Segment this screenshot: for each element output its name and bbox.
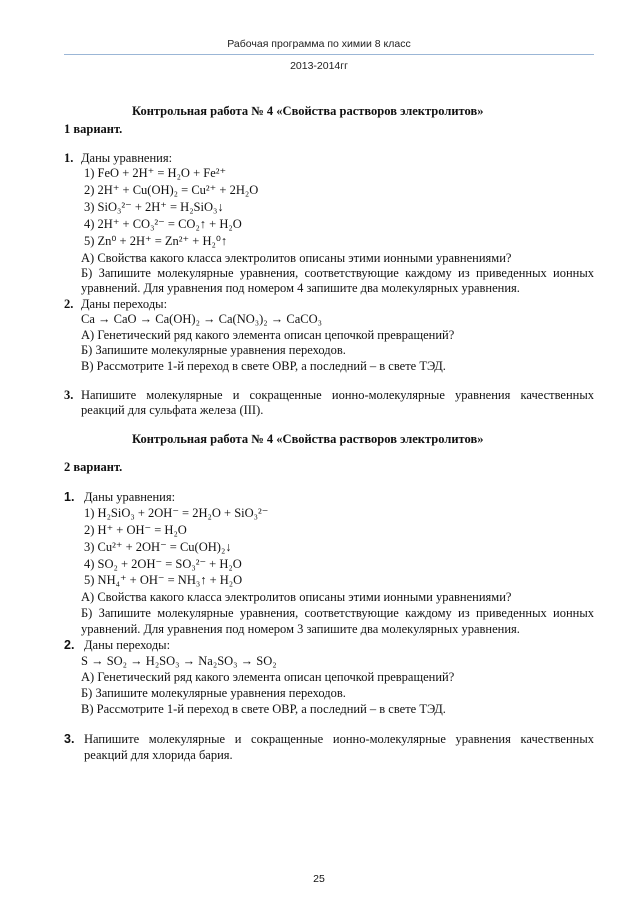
v2-heading: Контрольная работа № 4 «Свойства растворов электролитов» — [132, 432, 484, 446]
header-title: Рабочая программа по химии 8 класс — [227, 38, 411, 50]
v2-q1-task-a: А) Свойства какого класса электролитов описаны этими ионными уравнениями? — [81, 590, 512, 604]
v2-q1-intro: Даны уравнения: — [84, 490, 176, 504]
v1-q1-task-a: А) Свойства какого класса электролитов описаны этими ионными уравнениями? — [81, 251, 512, 265]
v1-q2-chain: Ca → CaO → Ca(OH)₂ → Ca(NO₃)₂ → CaCO₃ — [81, 312, 323, 326]
v1-q1-eq2: 2) 2H⁺ + Cu(OH)₂ = Cu²⁺ + 2H₂O — [84, 183, 259, 197]
v1-q2-task-c: В) Рассмотрите 1-й переход в свете ОВР, а последний – в свете ТЭД. — [81, 359, 446, 373]
v1-q3-line1: Напишите молекулярные и сокращенные ионно-молекулярные уравнения качественных — [81, 388, 594, 402]
page-number: 25 — [313, 873, 325, 885]
v1-q1-task-b-line2: уравнений. Для уравнения под номером 4 запишите два молекулярных уравнения. — [81, 281, 520, 295]
v2-q1-eq5: 5) NH₄⁺ + OH⁻ = NH₃↑ + H₂O — [84, 573, 243, 587]
v2-q1-eq4: 4) SO₂ + 2OH⁻ = SO₃²⁻ + H₂O — [84, 557, 242, 571]
v1-q1-task-b-line1: Б) Запишите молекулярные уравнения, соответствующие каждому из приведенных ионных — [81, 266, 594, 280]
v1-q2-task-b: Б) Запишите молекулярные уравнения переходов. — [81, 343, 346, 357]
v1-q2-intro: Даны переходы: — [81, 297, 168, 311]
v1-variant-label: 1 вариант. — [64, 122, 123, 136]
v2-q2-chain: S → SO₂ → H₂SO₃ → Na₂SO₃ → SO₂ — [81, 654, 277, 668]
v1-q1-eq3: 3) SiO₃²⁻ + 2H⁺ = H₂SiO₃↓ — [84, 200, 224, 214]
v2-q3-number: 3. — [64, 732, 75, 746]
v2-q1-eq2: 2) H⁺ + OH⁻ = H₂O — [84, 523, 187, 537]
v1-q1-eq5: 5) Zn⁰ + 2H⁺ = Zn²⁺ + H₂⁰↑ — [84, 234, 228, 248]
v2-q1-task-b-line1: Б) Запишите молекулярные уравнения, соответствующие каждому из приведенных ионных — [81, 606, 594, 620]
v1-q2-task-a: А) Генетический ряд какого элемента описан цепочкой превращений? — [81, 328, 455, 342]
v2-q1-number: 1. — [64, 490, 75, 504]
v2-q3-line2: реакций для хлорида бария. — [84, 748, 233, 762]
v1-q2-number: 2. — [64, 297, 74, 311]
v1-q1-eq4: 4) 2H⁺ + CO₃²⁻ = CO₂↑ + H₂O — [84, 217, 242, 231]
v1-q3-number: 3. — [64, 388, 74, 402]
v2-q2-task-b: Б) Запишите молекулярные уравнения переходов. — [81, 686, 346, 700]
v1-q1-number: 1. — [64, 151, 74, 165]
v1-q1-intro: Даны уравнения: — [81, 151, 173, 165]
v2-q2-number: 2. — [64, 638, 75, 652]
v2-q2-task-a: А) Генетический ряд какого элемента описан цепочкой превращений? — [81, 670, 455, 684]
header-divider — [64, 54, 594, 55]
header-years: 2013-2014гг — [290, 60, 348, 72]
v2-q2-intro: Даны переходы: — [84, 638, 171, 652]
v2-q1-eq3: 3) Cu²⁺ + 2OH⁻ = Cu(OH)₂↓ — [84, 540, 232, 554]
v2-q3-line1: Напишите молекулярные и сокращенные ионно-молекулярные уравнения качественных — [84, 732, 594, 746]
v2-q2-task-c: В) Рассмотрите 1-й переход в свете ОВР, а последний – в свете ТЭД. — [81, 702, 446, 716]
v1-heading: Контрольная работа № 4 «Свойства растворов электролитов» — [132, 104, 484, 118]
v1-q3-line2: реакций для сульфата железа (III). — [81, 403, 264, 417]
v2-q1-eq1: 1) H₂SiO₃ + 2OH⁻ = 2H₂O + SiO₃²⁻ — [84, 506, 269, 520]
v2-variant-label: 2 вариант. — [64, 460, 123, 474]
v1-q1-eq1: 1) FeO + 2H⁺ = H₂O + Fe²⁺ — [84, 166, 227, 180]
v2-q1-task-b-line2: уравнений. Для уравнения под номером 3 запишите два молекулярных уравнения. — [81, 622, 520, 636]
